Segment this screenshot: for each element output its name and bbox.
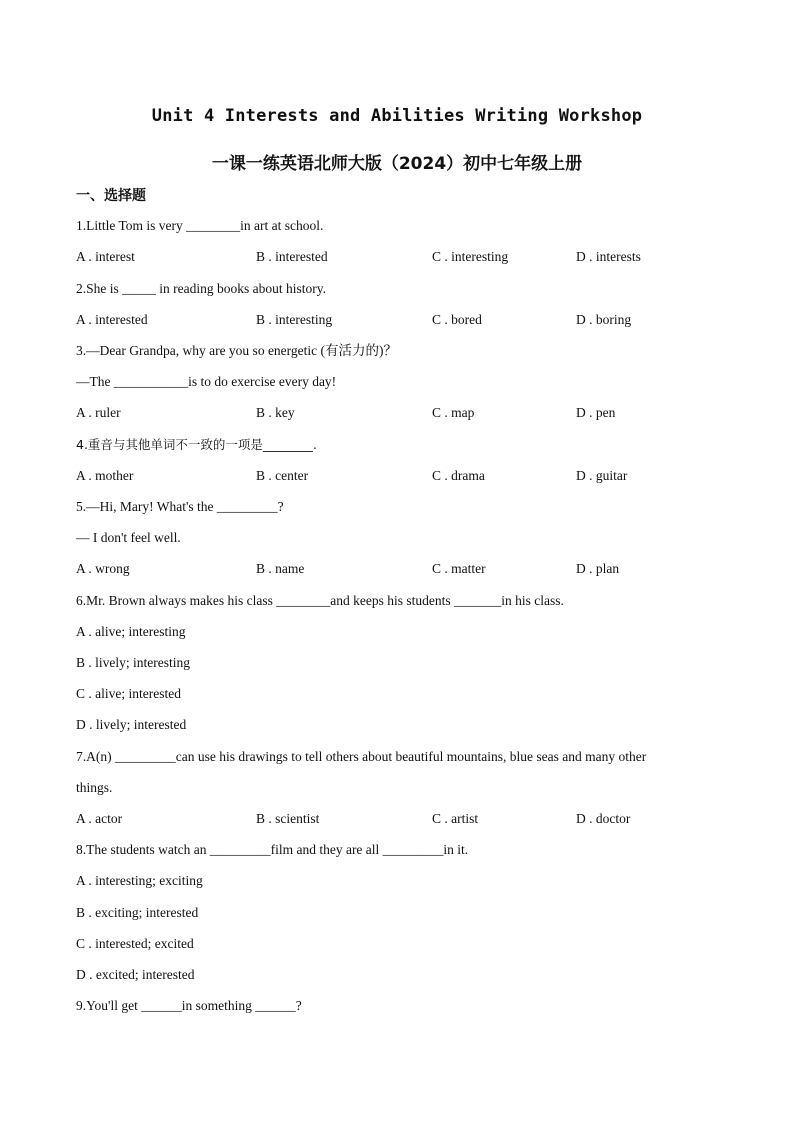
question-4-stem: 4.重音与其他单词不一致的一项是________. xyxy=(76,437,317,452)
question-1-option-c[interactable]: C . interesting xyxy=(432,249,509,264)
question-5-option-a[interactable]: A . wrong xyxy=(76,561,130,576)
question-2-stem: 2.She is _____ in reading books about history. xyxy=(76,281,326,296)
question-1-option-a[interactable]: A . interest xyxy=(76,249,135,264)
question-6-option-c[interactable]: C . alive; interested xyxy=(76,686,181,701)
question-5-option-d[interactable]: D . plan xyxy=(576,561,620,576)
page-title: Unit 4 Interests and Abilities Writing Workshop xyxy=(151,106,643,126)
question-5-stem-line2: — I don't feel well. xyxy=(76,530,181,545)
question-2-option-a[interactable]: A . interested xyxy=(76,312,148,327)
question-6-stem: 6.Mr. Brown always makes his class ________and keeps his students _______in his class. xyxy=(76,593,564,608)
question-3-stem: 3.—Dear Grandpa, why are you so energetic (有活力的)？ xyxy=(76,343,398,358)
question-4-option-c[interactable]: C . drama xyxy=(432,468,485,483)
question-3-option-a[interactable]: A . ruler xyxy=(76,405,121,420)
question-7-option-c[interactable]: C . artist xyxy=(432,811,479,826)
question-8-option-d[interactable]: D . excited; interested xyxy=(76,967,195,982)
question-5-stem: 5.—Hi, Mary! What's the _________? xyxy=(76,499,284,514)
question-1-option-b[interactable]: B . interested xyxy=(256,249,328,264)
question-4-option-d[interactable]: D . guitar xyxy=(576,468,628,483)
question-6-option-b[interactable]: B . lively; interesting xyxy=(76,655,190,670)
question-3-option-b[interactable]: B . key xyxy=(256,405,295,420)
question-4-option-b[interactable]: B . center xyxy=(256,468,309,483)
question-5-option-c[interactable]: C . matter xyxy=(432,561,486,576)
page-subtitle: 一课一练英语北师大版（2024）初中七年级上册 xyxy=(211,154,583,174)
question-9-stem: 9.You'll get ______in something ______? xyxy=(76,998,302,1013)
question-8-option-b[interactable]: B . exciting; interested xyxy=(76,905,199,920)
question-3-stem-line2: —The ___________is to do exercise every day! xyxy=(76,374,337,389)
question-2-option-b[interactable]: B . interesting xyxy=(256,312,333,327)
question-1-stem: 1.Little Tom is very ________in art at school. xyxy=(76,218,324,233)
question-4-option-a[interactable]: A . mother xyxy=(76,468,134,483)
question-7-option-b[interactable]: B . scientist xyxy=(256,811,320,826)
question-7-option-a[interactable]: A . actor xyxy=(76,811,123,826)
question-7-option-d[interactable]: D . doctor xyxy=(576,811,631,826)
question-8-option-c[interactable]: C . interested; excited xyxy=(76,936,194,951)
question-7-stem-line2: things. xyxy=(76,780,113,795)
question-8-stem: 8.The students watch an _________film and they are all _________in it. xyxy=(76,842,469,857)
section-heading: 一、选择题 xyxy=(76,188,146,204)
question-6-option-d[interactable]: D . lively; interested xyxy=(76,717,187,732)
question-3-option-c[interactable]: C . map xyxy=(432,405,475,420)
question-2-option-d[interactable]: D . boring xyxy=(576,312,632,327)
question-1-option-d[interactable]: D . interests xyxy=(576,249,641,264)
question-5-option-b[interactable]: B . name xyxy=(256,561,305,576)
question-3-option-d[interactable]: D . pen xyxy=(576,405,616,420)
question-8-option-a[interactable]: A . interesting; exciting xyxy=(76,873,203,888)
question-7-stem: 7.A(n) _________can use his drawings to tell others about beautiful mountains, blue seas and many other xyxy=(76,749,647,764)
question-2-option-c[interactable]: C . bored xyxy=(432,312,482,327)
question-6-option-a[interactable]: A . alive; interesting xyxy=(76,624,186,639)
